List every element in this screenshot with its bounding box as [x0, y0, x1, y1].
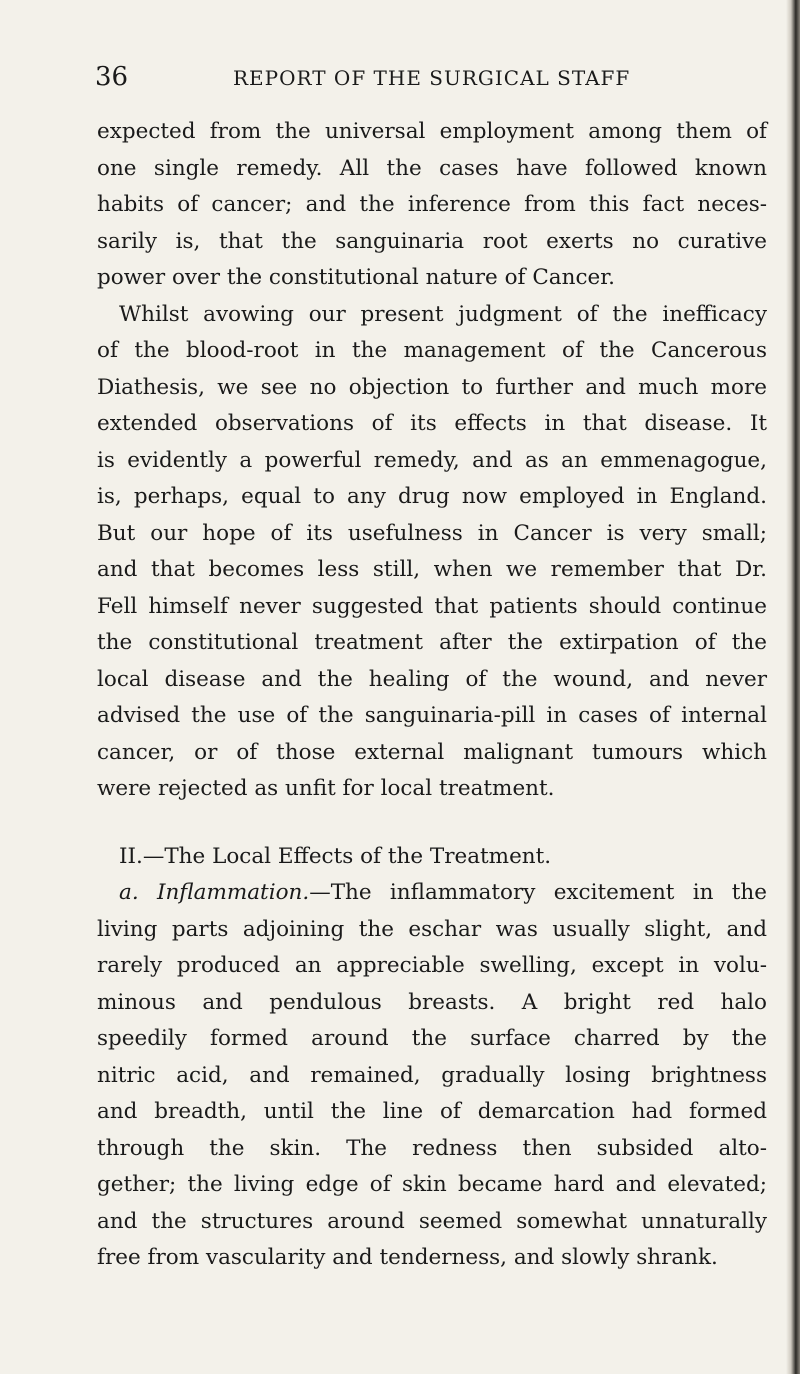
text-line: and the structures around seemed somewhat unnaturally: [97, 1208, 767, 1234]
text-line: cancer, or of those external malignant tumours which: [97, 739, 767, 765]
text-line: were rejected as unfit for local treatment.: [97, 776, 555, 801]
text-line: Diathesis, we see no objection to further and much more: [97, 374, 767, 400]
text-line: through the skin. The redness then subsided alto-: [97, 1135, 767, 1161]
text-line: nitric acid, and remained, gradually losing brightness: [97, 1062, 767, 1088]
text-line: the constitutional treatment after the extirpation of the: [97, 630, 767, 655]
text-line: [97, 875, 767, 912]
text-line: local disease and the healing of the wound, and never: [97, 666, 767, 692]
text-line: advised the use of the sanguinaria-pill in cases of internal: [97, 703, 767, 728]
subsection-label: a.: [119, 880, 139, 905]
text-line: rarely produced an appreciable swelling, except in volu-: [97, 953, 767, 978]
page-number: 36: [95, 62, 129, 92]
running-head: REPORT OF THE SURGICAL STAFF: [233, 66, 631, 90]
text-line: minous and pendulous breasts. A bright red halo: [97, 989, 767, 1015]
text-line: power over the constitutional nature of Cancer.: [97, 265, 615, 290]
paragraph-3: [97, 875, 767, 1277]
text-line: But our hope of its usefulness in Cancer is very small;: [97, 520, 767, 546]
text-line: is, perhaps, equal to any drug now employed in England.: [97, 484, 767, 509]
text-span: —The inflammatory excitement in the: [309, 880, 767, 905]
body-text: [97, 114, 767, 1277]
paragraph-1: [97, 114, 767, 297]
text-line: expected from the universal employment among them of: [97, 119, 767, 144]
text-line: and breadth, until the line of demarcation had formed: [97, 1099, 767, 1124]
text-line: gether; the living edge of skin became hard and elevated;: [97, 1172, 767, 1197]
subsection-title: Inflammation.: [156, 880, 310, 905]
section-spacer: [97, 808, 767, 839]
text-line: free from vascularity and tenderness, and slowly shrank.: [97, 1245, 718, 1270]
text-line: one single remedy. All the cases have followed known: [97, 155, 767, 181]
section-heading: II.—The Local Effects of the Treatment.: [119, 843, 552, 869]
text-line: Fell himself never suggested that patients should continue: [97, 593, 767, 619]
page-header: [95, 62, 767, 92]
text-line: living parts adjoining the eschar was usually slight, and: [97, 916, 767, 942]
text-line: speedily formed around the surface charred by the: [97, 1026, 767, 1051]
text-line: extended observations of its effects in that disease. It: [97, 411, 767, 436]
text-line: sarily is, that the sanguinaria root exerts no curative: [97, 228, 767, 254]
text-line: habits of cancer; and the inference from this fact neces-: [97, 192, 767, 217]
text-line: Whilst avowing our present judgment of the inefficacy: [119, 301, 767, 327]
text-line: of the blood-root in the management of the Cancerous: [97, 338, 767, 363]
text-line: and that becomes less still, when we remember that Dr.: [97, 557, 767, 582]
text-line: is evidently a powerful remedy, and as an emmenagogue,: [97, 447, 767, 473]
page-edge-shadow: [786, 0, 800, 1374]
paragraph-2: [97, 297, 767, 808]
